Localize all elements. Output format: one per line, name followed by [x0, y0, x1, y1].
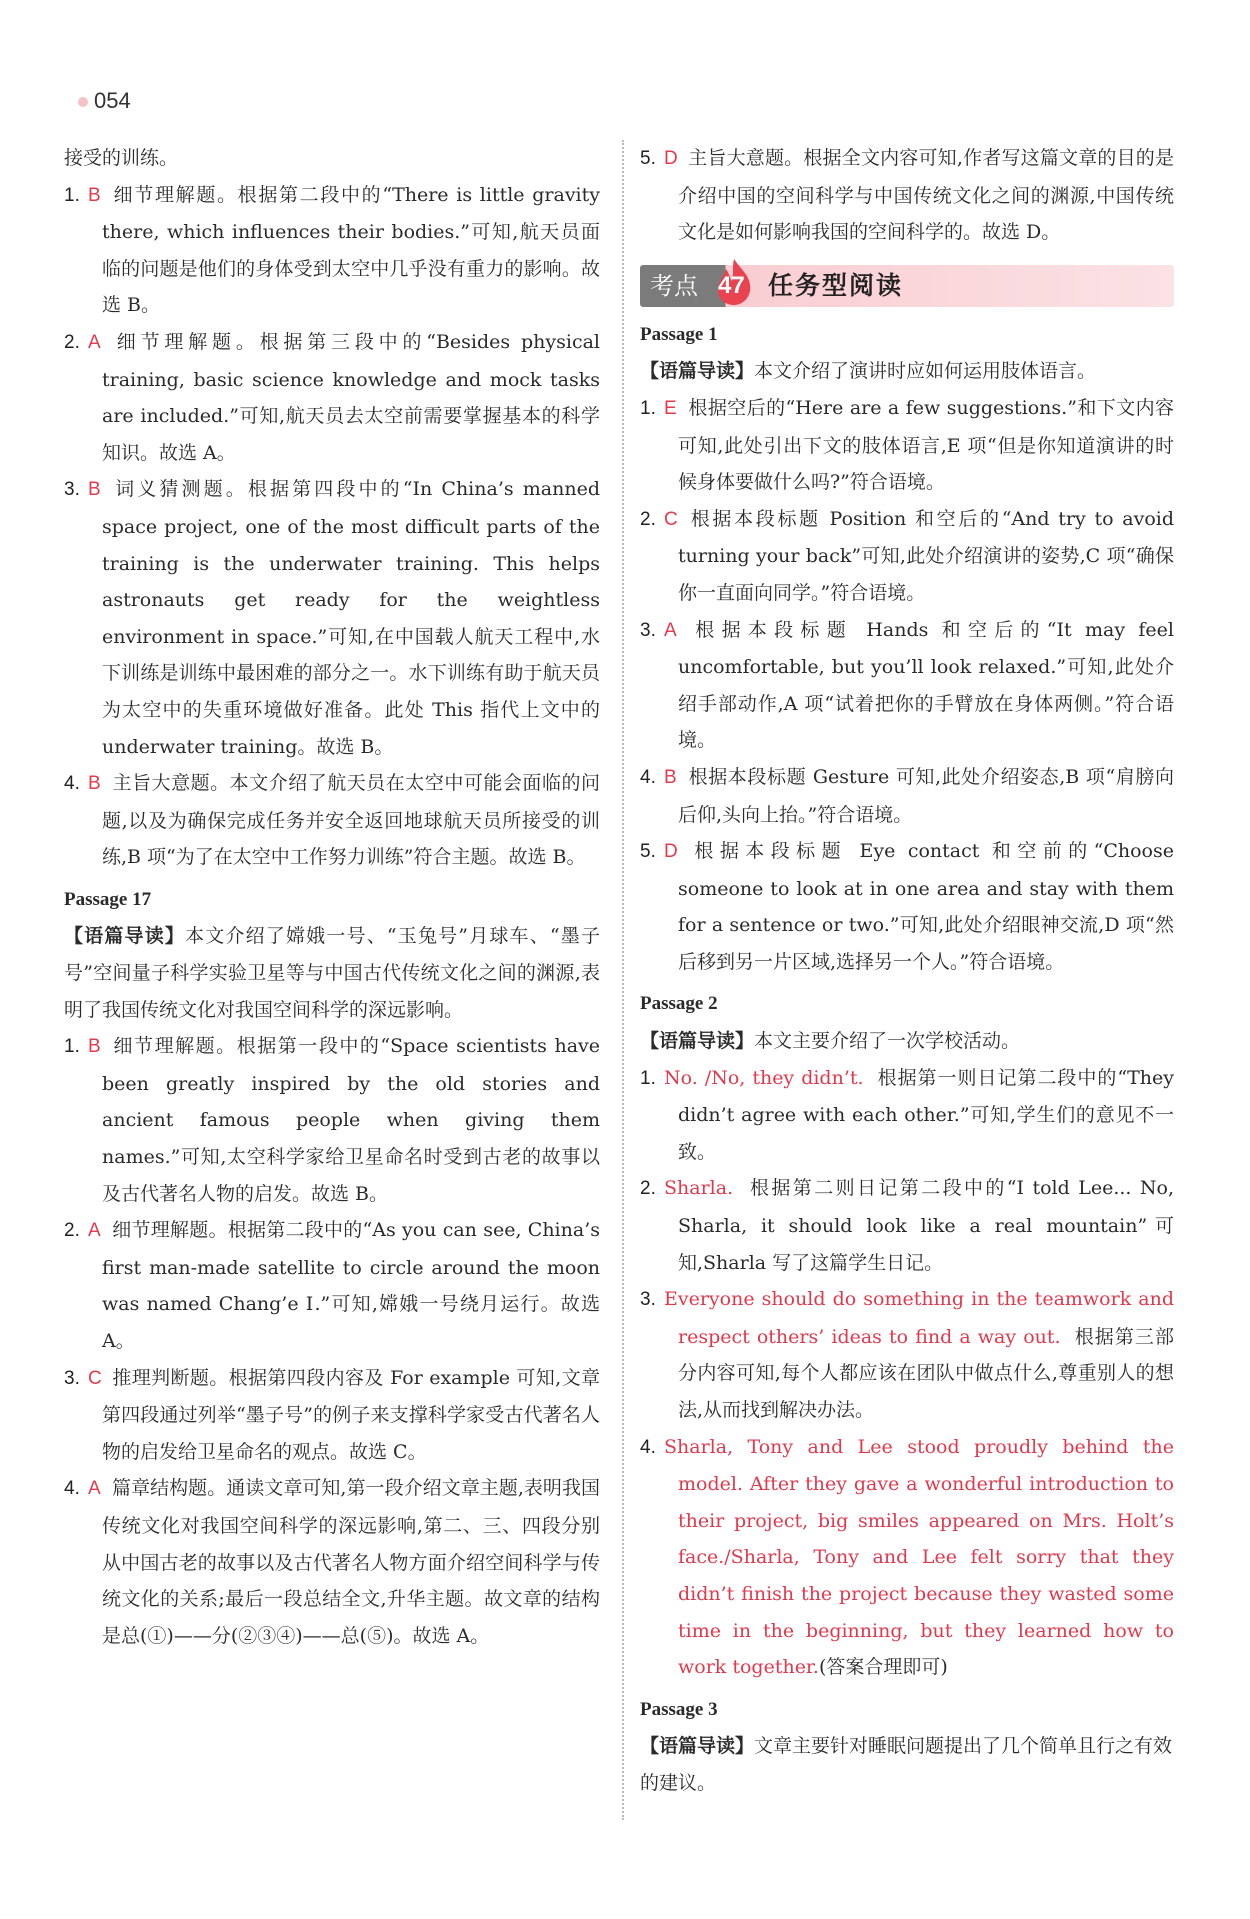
left-column	[64, 140, 600, 1654]
answer-item: 1. E 根据空后的“Here are a few suggestions.”和下文内容可知,此处引出下文的肢体语言,E 项“但是你知道演讲的时候身体要做什么吗?”符合语境。	[640, 396, 1174, 494]
answer-item: 4. B 主旨大意题。本文介绍了航天员在太空中可能会面临的问题,以及为确保完成任务并安全返回地球航天员所接受的训练,B 项“为了在太空中工作努力训练”符合主题。故选 B。	[64, 772, 600, 869]
answer-item: 3. Everyone should do something in the teamwork and respect others’ ideas to find a way out. 根据第三部分内容可知,每个人都应该在团队中做点什么,尊重别人的想法,从而找到解决办法。	[640, 1288, 1174, 1421]
page-dot-icon	[78, 97, 88, 107]
passage-guide: 【语篇导读】本文介绍了演讲时应如何运用肢体语言。	[640, 360, 1097, 383]
passage-title: Passage 1	[640, 323, 718, 345]
answer-item: 3. A 根据本段标题 Hands 和空后的“It may feel uncomfortable, but you’ll look relaxed.”可知,此处介绍手部动作,A 项“试着把你的手臂放在身体两侧。”符合语境。	[640, 618, 1174, 752]
answer-item: 4. A 篇章结构题。通读文章可知,第一段介绍文章主题,表明我国传统文化对我国空间科学的深远影响,第二、三、四段分别从中国古老的故事以及古代著名人物方面介绍空间科学与传统文化的关系;最后一段总结全文,升华主题。故文章的结构是总(①)——分(②③④)——总(⑤)。故选 A。	[64, 1477, 600, 1647]
answer-item: 2. Sharla. 根据第二则日记第二段中的“I told Lee... No, Sharla, it should look like a real mountain”可知,Sharla 写了这篇学生日记。	[640, 1177, 1174, 1274]
intro-line: 接受的训练。	[64, 147, 179, 169]
answer-item: 5. D 主旨大意题。根据全文内容可知,作者写这篇文章的目的是介绍中国的空间科学与中国传统文化之间的渊源,中国传统文化是如何影响我国的空间科学的。故选 D。	[640, 147, 1174, 244]
topic-title: 任务型阅读	[768, 270, 904, 300]
passage17-answers	[64, 1028, 600, 1654]
answer-item: 4. Sharla, Tony and Lee stood proudly behind the model. After they gave a wonderful introduction to their project, big smiles appeared on Mrs. Holt’s face./Sharla, Tony and Lee felt sorry that they didn’t finish the project because they wasted some time in the beginning, but they learned how to work together.(答案合理即可)	[640, 1435, 1174, 1679]
passage-title: Passage 2	[640, 993, 718, 1015]
answer-item: 2. A 细节理解题。根据第三段中的“Besides physical training, basic science knowledge and mock tasks are included.”可知,航天员去太空前需要掌握基本的科学知识。故选 A。	[64, 330, 600, 464]
answer-item: 1. B 细节理解题。根据第二段中的“There is little gravity there, which influences their bodies.”可知,航天员面临的问题是他们的身体受到太空中几乎没有重力的影响。故选 B。	[64, 183, 600, 317]
answer-item: 1. No. /No, they didn’t. 根据第一则日记第二段中的“They didn’t agree with each other.”可知,学生们的意见不一致。	[640, 1066, 1174, 1163]
answer-item: 5. D 根据本段标题 Eye contact 和空前的“Choose someone to look at in one area and stay with them for a sentence or two.”可知,此处介绍眼神交流,D 项“然后移到另一片区域,选择另一个人。”符合语境。	[640, 840, 1174, 973]
topic-number: 47	[718, 271, 745, 299]
answer-item: 2. A 细节理解题。根据第二段中的“As you can see, China’s first man-made satellite to circle around the moon was named Chang’e Ⅰ.”可知,嫦娥一号绕月运行。故选 A。	[64, 1219, 600, 1352]
page-number: 054	[78, 88, 131, 114]
passage-guide: 【语篇导读】本文主要介绍了一次学校活动。	[640, 1030, 1021, 1053]
answer-item: 1. B 细节理解题。根据第一段中的“Space scientists have been greatly inspired by the old stories and ancient famous people when giving them names.”可知,太空科学家给卫星命名时受到古老的故事以及古代著名人物的启发。故选 B。	[64, 1035, 600, 1205]
topic-label: 考点	[650, 271, 698, 300]
answer-item: 4. B 根据本段标题 Gesture 可知,此处介绍姿态,B 项“肩膀向后仰,头向上抬。”符合语境。	[640, 765, 1174, 826]
passage-title: Passage 3	[640, 1698, 718, 1720]
column-divider	[622, 140, 624, 1820]
answer-item: 3. B 词义猜测题。根据第四段中的“In China’s manned space project, one of the most difficult parts of the training is the underwater training. This helps astronauts get ready for the weightless environment in space.”可知,在中国载人航天工程中,水下训练是训练中最困难的部分之一。水下训练有助于航天员为太空中的失重环境做好准备。此处 This 指代上文中的 underwater training。故选 B。	[64, 478, 600, 758]
passage-guide: 【语篇导读】本文介绍了嫦娥一号、“玉兔号”月球车、“墨子号”空间量子科学实验卫星等与中国古代传统文化之间的渊源,表明了我国传统文化对我国空间科学的深远影响。	[64, 925, 600, 1021]
answer-item: 2. C 根据本段标题 Position 和空后的“And try to avoid turning your back”可知,此处介绍演讲的姿势,C 项“确保你一直面向同学。”符合语境。	[640, 507, 1174, 604]
passage-guide: 【语篇导读】文章主要针对睡眠问题提出了几个简单且行之有效的建议。	[640, 1735, 1173, 1794]
topic-banner	[640, 265, 1174, 307]
passage2-answers	[640, 1060, 1174, 1686]
passage1-answers	[640, 390, 1174, 981]
right-column	[640, 140, 1174, 1802]
answer-item: 3. C 推理判断题。根据第四段内容及 For example 可知,文章第四段通过列举“墨子号”的例子来支撑科学家受古代著名人物的启发给卫星命名的观点。故选 C。	[64, 1366, 600, 1463]
passage-title: Passage 17	[64, 888, 152, 910]
passage16-answers	[64, 177, 600, 876]
